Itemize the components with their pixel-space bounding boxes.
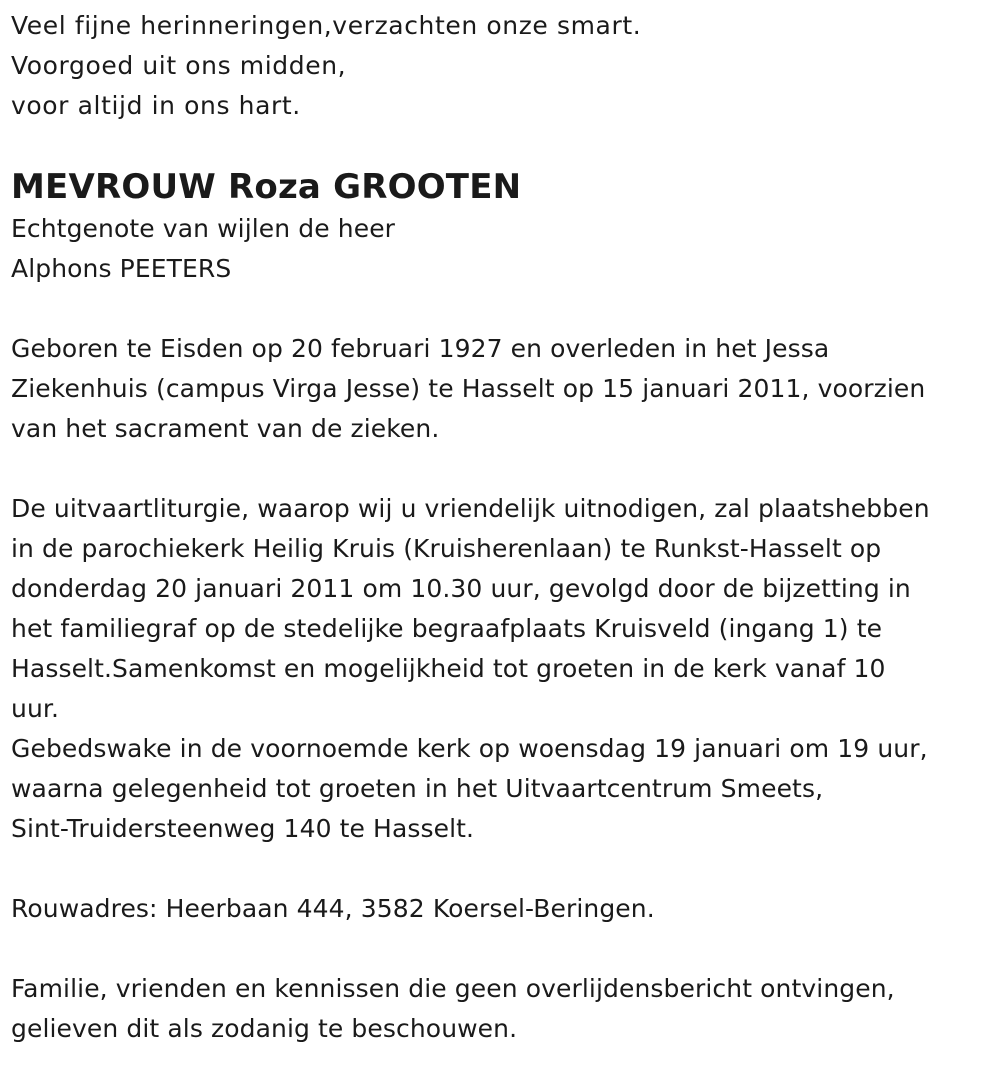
poem-line: Voorgoed uit ons midden,: [11, 51, 347, 80]
deceased-name: MEVROUW Roza GROOTEN: [11, 167, 522, 207]
paragraph-gap: [11, 449, 991, 489]
closing-paragraph: [11, 969, 991, 1049]
poem-line: Veel fijne herinneringen,verzachten onze smart.: [11, 11, 642, 40]
wake-paragraph: [11, 729, 991, 849]
funeral-line: Hasselt.Samenkomst en mogelijkheid tot groeten in de kerk vanaf 10: [11, 654, 886, 683]
poem-line: voor altijd in ons hart.: [11, 91, 301, 120]
spouse-line: Alphons PEETERS: [11, 254, 232, 283]
funeral-line: donderdag 20 januari 2011 om 10.30 uur, gevolgd door de bijzetting in: [11, 574, 911, 603]
birth-death-line: van het sacrament van de zieken.: [11, 414, 440, 443]
funeral-line: in de parochiekerk Heilig Kruis (Kruisherenlaan) te Runkst-Hasselt op: [11, 534, 882, 563]
address-paragraph: [11, 889, 991, 929]
funeral-paragraph: [11, 489, 991, 729]
paragraph-gap: [11, 849, 991, 889]
birth-death-line: Geboren te Eisden op 20 februari 1927 en overleden in het Jessa: [11, 334, 830, 363]
birth-death-line: Ziekenhuis (campus Virga Jesse) te Hasselt op 15 januari 2011, voorzien: [11, 374, 926, 403]
poem-block: [11, 6, 991, 126]
funeral-line: uur.: [11, 694, 60, 723]
paragraph-gap: [11, 289, 991, 329]
closing-line: gelieven dit als zodanig te beschouwen.: [11, 1014, 518, 1043]
funeral-line: De uitvaartliturgie, waarop wij u vriendelijk uitnodigen, zal plaatshebben: [11, 494, 930, 523]
spouse-line: Echtgenote van wijlen de heer: [11, 214, 396, 243]
mourning-address: Rouwadres: Heerbaan 444, 3582 Koersel-Beringen.: [11, 894, 655, 923]
wake-line: Gebedswake in de voornoemde kerk op woensdag 19 januari om 19 uur,: [11, 734, 928, 763]
wake-line: Sint-Truidersteenweg 140 te Hasselt.: [11, 814, 475, 843]
birth-death-paragraph: [11, 329, 991, 449]
funeral-line: het familiegraf op de stedelijke begraafplaats Kruisveld (ingang 1) te: [11, 614, 883, 643]
closing-line: Familie, vrienden en kennissen die geen overlijdensbericht ontvingen,: [11, 974, 895, 1003]
wake-line: waarna gelegenheid tot groeten in het Uitvaartcentrum Smeets,: [11, 774, 824, 803]
spouse-block: [11, 209, 991, 289]
obituary-document: [11, 6, 991, 1049]
paragraph-gap: [11, 929, 991, 969]
